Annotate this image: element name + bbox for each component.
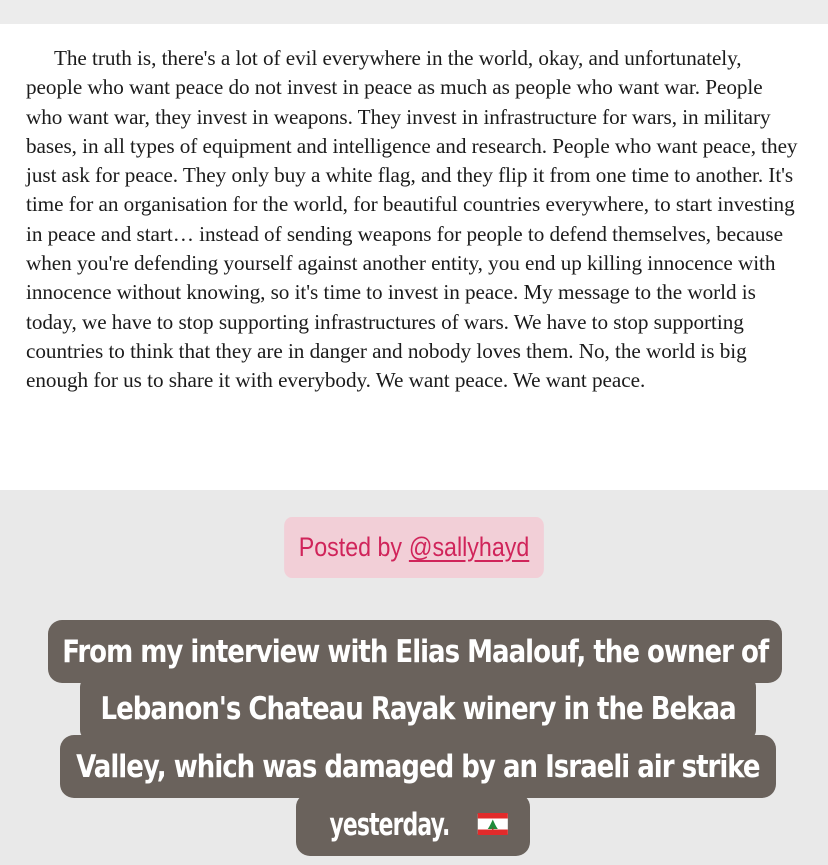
caption-line-1: From my interview with Elias Maalouf, the owner of: [48, 620, 782, 683]
posted-by-label: Posted by: [298, 532, 403, 562]
posted-by-sticker[interactable]: [284, 517, 544, 578]
caption-line-4-text: yesterday.: [329, 806, 450, 843]
quote-card: [0, 24, 828, 490]
caption-line-4: [296, 793, 530, 856]
lebanon-flag-icon: [478, 813, 508, 835]
caption-line-2: Lebanon's Chateau Rayak winery in the Bekaa: [80, 677, 756, 740]
caption-line-3: Valley, which was damaged by an Israeli air strike: [60, 735, 776, 798]
top-strip: [0, 0, 828, 24]
author-handle-link[interactable]: @sallyhayd: [408, 532, 530, 562]
quote-text: The truth is, there's a lot of evil everywhere in the world, okay, and unfortunately, people who want peace do not invest in peace as much as people who want war. People who want war, they invest in weapons. They invest in infrastructure for wars, in military bases, in all types of equipment and intelligence and research. People who want peace, they just ask for peace. They only buy a white flag, and they flip it from one time to another. It's time for an organisation for the world, for beautiful countries everywhere, to start investing in peace and start… instead of sending weapons for people to defend themselves, because when you're defending yourself against another entity, you end up killing innocence with innocence without knowing, so it's time to invest in peace. My message to the world is today, we have to stop supporting infrastructures of wars. We have to stop supporting countries to think that they are in danger and nobody loves them. No, the world is big enough for us to share it with everybody. We want peace. We want peace.: [26, 46, 798, 393]
